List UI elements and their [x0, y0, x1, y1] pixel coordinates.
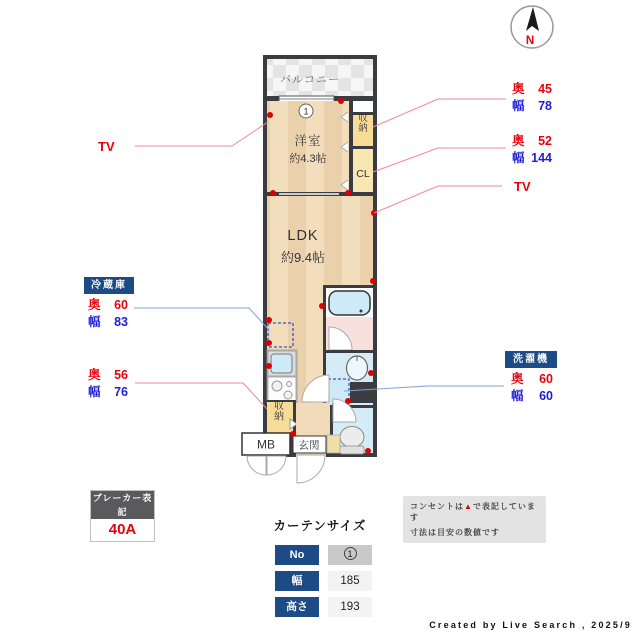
sliding-door: [279, 193, 339, 195]
outlet-marker: [370, 278, 376, 284]
closet-cl-dimensions: [512, 134, 552, 165]
leader-closet-cl: [373, 148, 506, 172]
width-value: 76: [114, 385, 128, 399]
width-value: 144: [531, 151, 552, 165]
notice-line-2: 寸法は目安の数値です: [410, 528, 500, 537]
stove: [268, 377, 296, 402]
toilet: [340, 427, 364, 448]
bathtub: [329, 291, 370, 315]
compass: [511, 6, 553, 48]
curtain-row-value: 193: [328, 597, 372, 617]
kitchen-storage-dimensions: [88, 368, 128, 399]
curtain-row-value: [328, 545, 372, 565]
leader-kitchen-storage: [135, 383, 267, 409]
outlet-marker: [266, 317, 272, 323]
fridge-dimensions: [88, 298, 128, 329]
table-row: [275, 597, 372, 617]
leader-closet-top: [373, 99, 506, 127]
outlet-symbol: ▲: [464, 502, 473, 511]
notice-box: [403, 496, 546, 543]
washroom-block: [350, 382, 373, 403]
table-row: [275, 571, 372, 591]
tv-annotation-left: TV: [98, 139, 115, 154]
closet-top-dimensions: [512, 82, 552, 113]
circled-number: 1: [344, 547, 357, 560]
balcony-label: バルコニー: [280, 74, 340, 86]
washer-dimensions: [511, 372, 553, 403]
breaker-value: 40A: [91, 519, 154, 541]
entrance-door: [297, 455, 325, 483]
ldk-size: 約9.4帖: [280, 250, 326, 265]
depth-label: 奥: [88, 368, 101, 382]
breaker-box: [90, 490, 155, 542]
shoe-box: [327, 435, 340, 453]
curtain-row-header: 幅: [275, 571, 319, 591]
width-label: 幅: [511, 389, 524, 403]
depth-label: 奥: [512, 134, 525, 148]
depth-value: 45: [538, 82, 552, 96]
depth-value: 60: [539, 372, 553, 386]
north-label: N: [525, 35, 535, 47]
leader-tv-left: [135, 122, 268, 146]
width-value: 83: [114, 315, 128, 329]
western-room: [267, 101, 373, 192]
leader-fridge: [134, 308, 269, 330]
depth-label: 奥: [88, 298, 101, 312]
width-label: 幅: [88, 315, 101, 329]
depth-value: 60: [114, 298, 128, 312]
western-room-label: 洋室: [294, 134, 322, 148]
outlet-marker: [270, 190, 276, 196]
curtain-row-header: 高さ: [275, 597, 319, 617]
notice-line-1: コンセントは▲で表記しています: [410, 502, 536, 522]
depth-label: 奥: [512, 82, 525, 96]
outlet-marker: [266, 363, 272, 369]
balcony-area: [267, 59, 373, 102]
curtain-row-header: No: [275, 545, 319, 565]
breaker-title: ブレーカー表記: [92, 493, 153, 517]
table-row: [275, 545, 372, 565]
western-room-size: 約4.3帖: [289, 153, 327, 165]
storage-bottom-label: 収納: [274, 401, 284, 423]
mb-door-left: [247, 456, 266, 475]
outlet-marker: [266, 340, 272, 346]
width-label: 幅: [88, 385, 101, 399]
depth-value: 52: [538, 134, 552, 148]
width-label: 幅: [512, 151, 525, 165]
closet-label: CL: [356, 168, 370, 180]
outlet-marker: [368, 370, 374, 376]
outlet-marker: [290, 431, 296, 437]
width-value: 78: [538, 99, 552, 113]
outlet-marker: [345, 190, 351, 196]
outlet-marker: [365, 448, 371, 454]
leader-tv-right: [374, 186, 502, 213]
tv-annotation-right: TV: [514, 179, 531, 194]
ldk-label: LDK: [287, 228, 319, 244]
washer-badge: 洗濯機: [505, 351, 557, 368]
kitchen-sink: [271, 354, 292, 373]
credit-text: Created by Live Search , 2025/9: [429, 620, 632, 630]
curtain-table-title: カーテンサイズ: [273, 519, 367, 533]
width-label: 幅: [512, 99, 525, 113]
outlet-marker: [345, 398, 351, 404]
outlet-marker: [338, 98, 344, 104]
storage-top-label: 収納: [358, 113, 368, 134]
meter-box-label: MB: [257, 437, 275, 452]
fridge-badge: 冷蔵庫: [84, 277, 134, 294]
entrance-label: 玄関: [298, 439, 320, 452]
curtain-no-text: 1: [303, 106, 309, 117]
depth-label: 奥: [511, 372, 524, 386]
mb-door-right: [267, 456, 286, 475]
curtain-row-value: 185: [328, 571, 372, 591]
meter-box: [242, 433, 290, 475]
depth-value: 56: [114, 368, 128, 382]
curtain-table: [275, 545, 372, 623]
outlet-marker: [319, 303, 325, 309]
bathroom: [323, 285, 373, 353]
width-value: 60: [539, 389, 553, 403]
outlet-marker: [267, 112, 273, 118]
storage-bottom: [265, 399, 297, 433]
